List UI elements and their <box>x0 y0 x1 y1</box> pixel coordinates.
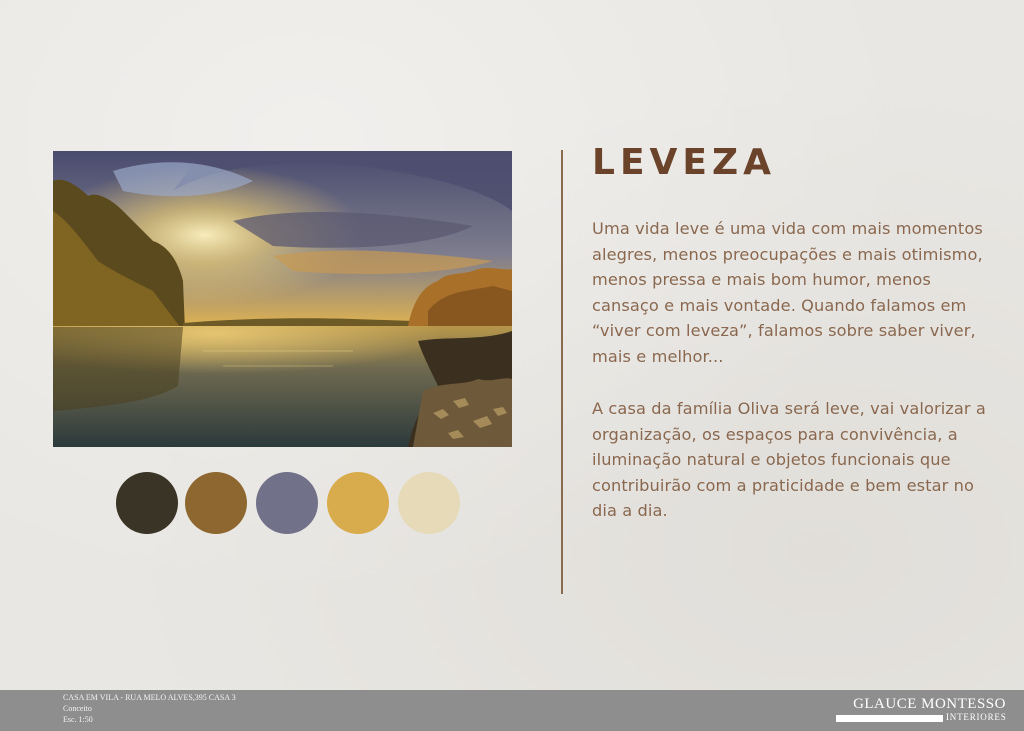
project-info <box>63 692 236 725</box>
brand-name: GLAUCE MONTESSO <box>853 696 1006 712</box>
brand-subtitle: INTERIORES <box>946 712 1007 722</box>
palette-swatch-lavender-gray <box>256 472 318 534</box>
river-sunset-photo <box>53 151 512 447</box>
brand-bar <box>836 715 943 722</box>
footer-bar <box>0 690 1024 731</box>
palette-swatch-cream <box>398 472 460 534</box>
concept-paragraph-1: Uma vida leve é uma vida com mais momentos alegres, menos preocupações e mais otimismo, menos pressa e mais bom humor, menos cansaço e mais vontade. Quando falamos em “viver com leveza”, falamos sobre saber viver, mais e melhor... <box>592 219 983 366</box>
vertical-divider <box>561 150 563 594</box>
sheet-section: Conceito <box>63 704 92 713</box>
color-palette <box>116 472 466 536</box>
concept-title: LEVEZA <box>592 142 776 183</box>
sheet-scale: Esc. 1:50 <box>63 715 93 724</box>
project-address: CASA EM VILA - RUA MELO ALVES,395 CASA 3 <box>63 693 236 702</box>
palette-swatch-dark-olive <box>116 472 178 534</box>
river-sunset-illustration <box>53 151 512 447</box>
palette-swatch-brown <box>185 472 247 534</box>
concept-paragraph-2: A casa da família Oliva será leve, vai valorizar a organização, os espaços para convivência, a iluminação natural e objetos funcionais que contribuirão com a praticidade e bem estar no dia a dia. <box>592 399 986 520</box>
palette-swatch-mustard <box>327 472 389 534</box>
